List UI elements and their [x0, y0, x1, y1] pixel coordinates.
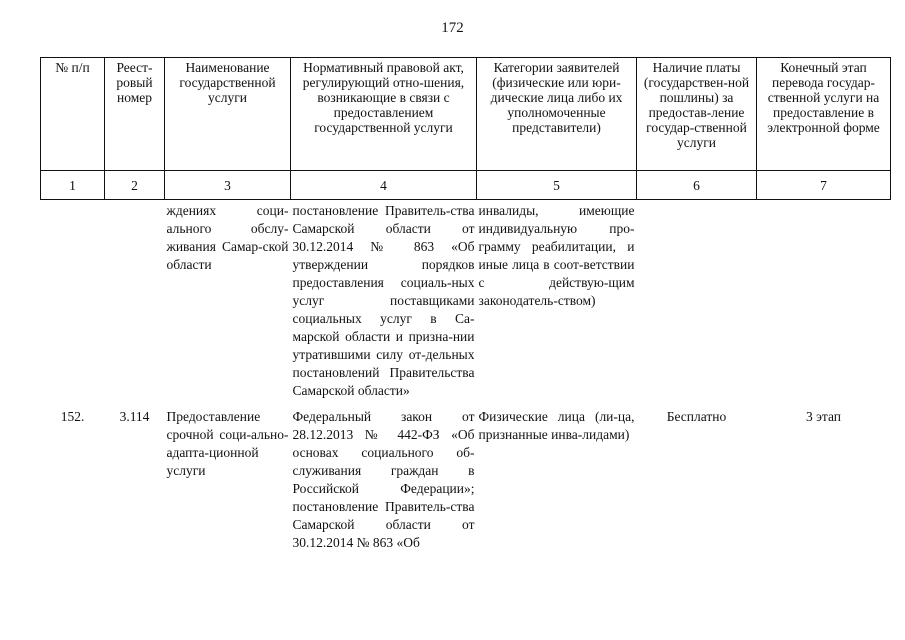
row-service-name: ждениях соци-ального обслу-живания Самар-ской области [166, 203, 289, 272]
row-fee: Бесплатно [666, 409, 727, 424]
table-row [41, 200, 891, 403]
row-final-stage [757, 200, 891, 403]
table-row [41, 406, 891, 554]
row-fee [637, 200, 757, 403]
row-registry [105, 200, 165, 403]
header-legal-act: Нормативный правовой акт, регулирующий отно-шения, возникающие в связи с предоставлением государственной услуги [291, 58, 477, 171]
table-header-row [41, 58, 891, 171]
column-number: 7 [757, 171, 891, 200]
row-service-name: Предоставление срочной соци-ально-адапта-ционной услуги [166, 409, 289, 478]
services-table [40, 57, 891, 554]
header-fee: Наличие платы (государствен-ной пошлины) за предостав-ление государ-ственной услуги [637, 58, 757, 171]
row-applicants: Физические лица (ли-ца, признанные инва-лидами) [478, 409, 635, 442]
row-legal-act: постановление Правитель-ства Самарской области от 30.12.2014 № 863 «Об утверждении порядков предоставления социаль-ных услуг поставщиками социальных услуг в Са-марской области и призна-нии утратившими силу от-дельных постановлений Правительства Самарской области» [292, 203, 475, 398]
column-number: 3 [165, 171, 291, 200]
column-numbers-row [41, 171, 891, 200]
column-number: 4 [291, 171, 477, 200]
row-number: 152. [60, 409, 85, 424]
column-number: 2 [105, 171, 165, 200]
header-registry: Реест-ровый номер [105, 58, 165, 171]
row-final-stage: 3 этап [805, 409, 842, 424]
header-service-name: Наименование государственной услуги [165, 58, 291, 171]
header-final-stage: Конечный этап перевода государ-ственной услуги на предоставление в электронной форме [757, 58, 891, 171]
row-registry: 3.114 [119, 409, 150, 424]
page-number: 172 [441, 20, 464, 36]
row-legal-act: Федеральный закон от 28.12.2013 № 442-ФЗ «Об основах социального об-служивания граждан в Российской Федерации»; постановление Правитель-ства Самарской области от 30.12.2014 № 863 «Об [292, 409, 475, 550]
column-number: 1 [41, 171, 105, 200]
row-applicants: инвалиды, имеющие индивидуальную про-грамму реабилитации, и иные лица в соот-ветствии с действую-щим законодатель-ством) [478, 203, 635, 308]
header-number: № п/п [41, 58, 105, 171]
column-number: 6 [637, 171, 757, 200]
row-number [41, 200, 105, 403]
header-applicants: Категории заявителей (физические или юри-дические лица либо их уполномоченные представители) [477, 58, 637, 171]
column-number: 5 [477, 171, 637, 200]
